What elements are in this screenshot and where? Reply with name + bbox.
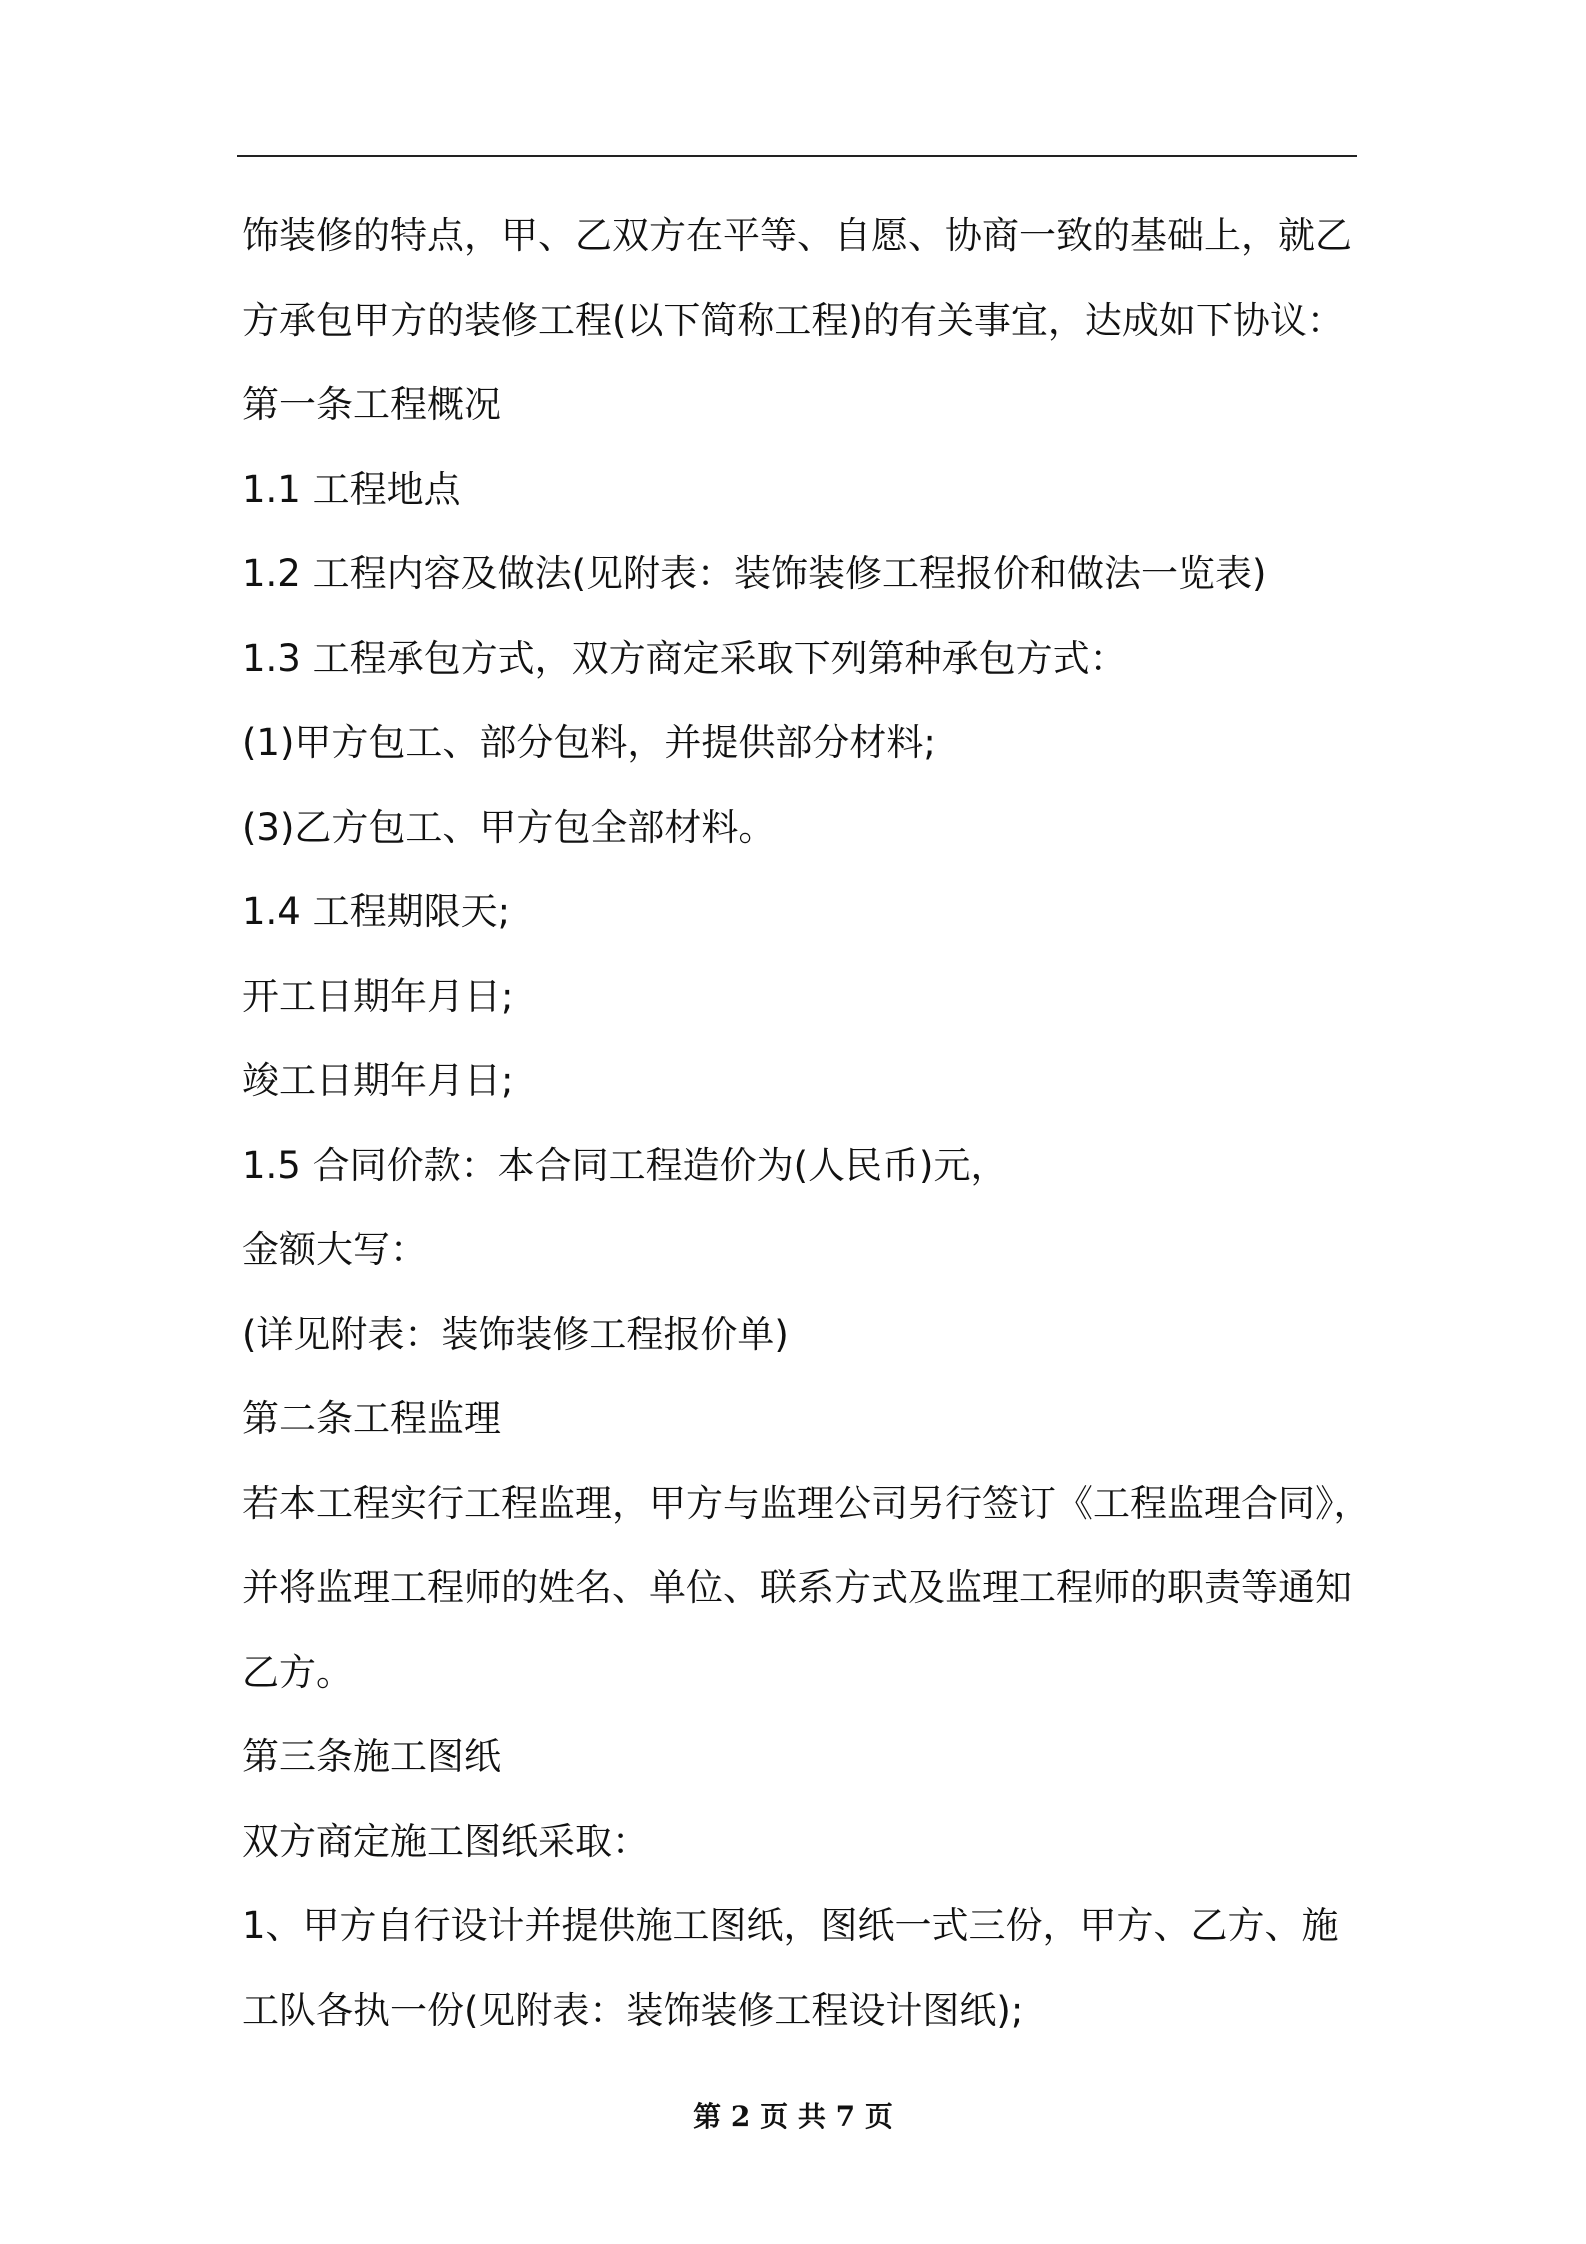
text-line: 1、甲方自行设计并提供施工图纸，图纸一式三份，甲方、乙方、施 xyxy=(242,1904,1339,1947)
text-line: (详见附表：装饰装修工程报价单) xyxy=(242,1312,789,1356)
text-line: 1.4 工程期限天; xyxy=(242,890,511,933)
text-line: 乙方。 xyxy=(242,1650,353,1694)
text-line: 双方商定施工图纸采取： xyxy=(242,1819,649,1863)
text-line: (3)乙方包工、甲方包全部材料。 xyxy=(242,805,776,849)
text-line: 方承包甲方的装修工程(以下简称工程)的有关事宜，达成如下协议： xyxy=(242,298,1344,342)
text-line: 工队各执一份(见附表：装饰装修工程设计图纸); xyxy=(242,1988,1024,2032)
text-line: 竣工日期年月日; xyxy=(242,1059,514,1102)
section-heading: 第二条工程监理 xyxy=(242,1397,501,1440)
text-line: 饰装修的特点，甲、乙双方在平等、自愿、协商一致的基础上，就乙 xyxy=(242,214,1352,257)
header-rule xyxy=(237,155,1357,157)
text-line: 金额大写： xyxy=(242,1228,427,1271)
document-body xyxy=(242,194,1371,2053)
section-heading: 第三条施工图纸 xyxy=(242,1735,501,1778)
text-line: 1.2 工程内容及做法(见附表：装饰装修工程报价和做法一览表) xyxy=(242,552,1267,595)
text-line: (1)甲方包工、部分包料，并提供部分材料; xyxy=(242,721,936,764)
text-line: 1.1 工程地点 xyxy=(242,467,461,511)
text-line: 1.5 合同价款：本合同工程造价为(人民币)元， xyxy=(242,1143,1008,1187)
section-heading: 第一条工程概况 xyxy=(242,383,501,426)
page-number: 第 2 页 共 7 页 xyxy=(693,2100,893,2133)
text-line: 若本工程实行工程监理，甲方与监理公司另行签订《工程监理合同》， xyxy=(242,1481,1371,1525)
text-line: 1.3 工程承包方式，双方商定采取下列第种承包方式： xyxy=(242,636,1127,680)
text-line: 并将监理工程师的姓名、单位、联系方式及监理工程师的职责等通知 xyxy=(242,1566,1352,1609)
text-line: 开工日期年月日; xyxy=(242,974,514,1018)
